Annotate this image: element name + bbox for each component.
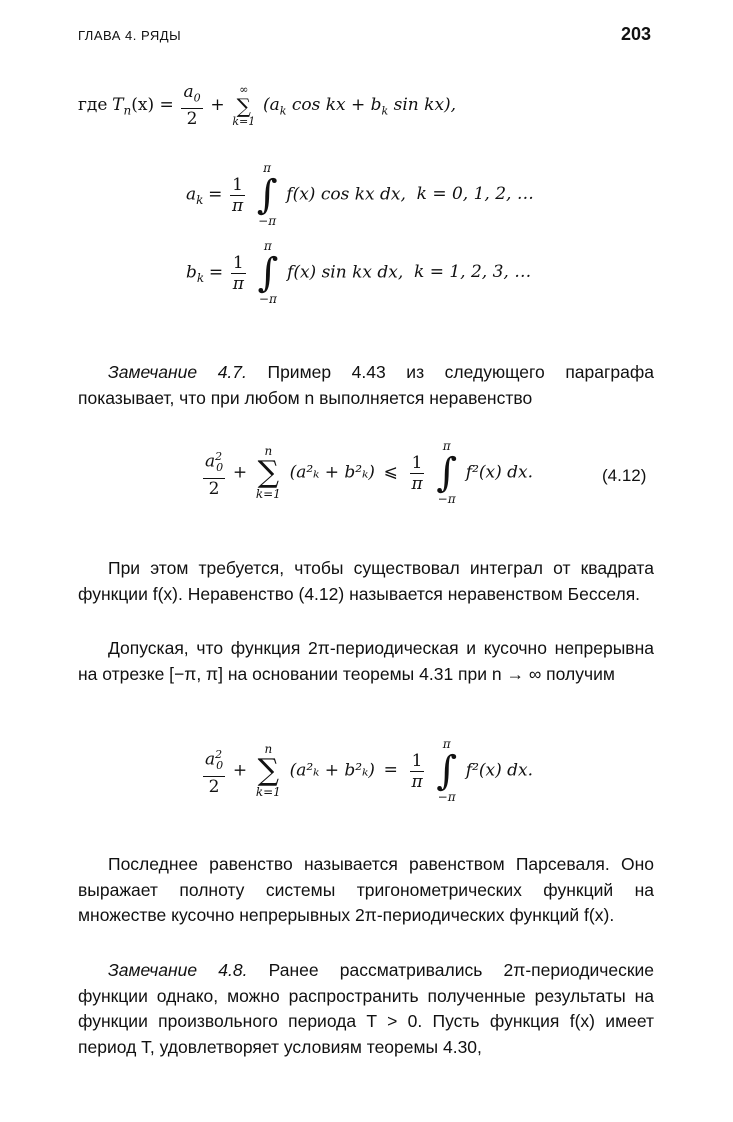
integral-symbol: π ∫ −π: [436, 737, 458, 804]
parseval-equality: $\frac{a^2_0}{2}$ + n ∑ k=1 (a²ₖ + b²ₖ) = $\frac{1}{\pi}$ π ∫ −π f²(x) dx.: [205, 737, 534, 804]
integral-symbol: π ∫ −π: [257, 239, 279, 306]
paragraph-parseval: Последнее равенство называется равенством Парсеваля. Оно выражает полноту системы тригонометрических функций на множестве кусочно непрерывных 2π-периодических функций f(x).: [78, 854, 654, 925]
tn-definition: где $T_n(x)$ = $\frac{a_0}{2}$ + ∞ ∑ k=1 ($a_k$ cos kx + $b_k$ sin kx),: [78, 82, 457, 130]
remark-4-8: Замечание 4.8. Ранее рассматривались 2π-периодические функции однако, можно распространить полученные результаты на функции произвольного периода T > 0. Пусть функция f(x) имеет период T, удовлетворяет условиям теоремы 4.30,: [78, 960, 654, 1057]
remark-4-7: Замечание 4.7. Пример 4.43 из следующего параграфа показывает, что при любом n выполняется неравенство: [78, 362, 654, 408]
equation-number: (4.12): [602, 466, 647, 485]
paragraph-assumption: Допуская, что функция 2π-периодическая и кусочно непрерывна на отрезке [−π, π] на основании теоремы 4.31 при n → ∞ получим: [78, 638, 654, 684]
sum-symbol: ∞ ∑ k=1: [232, 82, 256, 128]
running-header: ГЛАВА 4. РЯДЫ: [78, 28, 182, 43]
page-number: 203: [620, 24, 651, 44]
bessel-inequality: $\frac{a^2_0}{2}$ + n ∑ k=1 (a²ₖ + b²ₖ) ⩽ $\frac{1}{\pi}$ π ∫ −π f²(x) dx.: [205, 439, 534, 506]
integral-symbol: π ∫ −π: [256, 161, 278, 228]
integral-symbol: π ∫ −π: [436, 439, 458, 506]
paragraph-bessel: При этом требуется, чтобы существовал интеграл от квадрата функции f(x). Неравенство (4.12) называется неравенством Бесселя.: [78, 558, 654, 604]
bk-formula: $b_k$ = $\frac{1}{\pi}$ π ∫ −π f(x) sin kx dx, k = 1, 2, 3, …: [186, 239, 532, 306]
ak-formula: $a_k$ = $\frac{1}{\pi}$ π ∫ −π f(x) cos kx dx, k = 0, 1, 2, …: [186, 161, 534, 228]
sum-symbol: n ∑ k=1: [255, 742, 281, 799]
sum-symbol: n ∑ k=1: [255, 444, 281, 501]
